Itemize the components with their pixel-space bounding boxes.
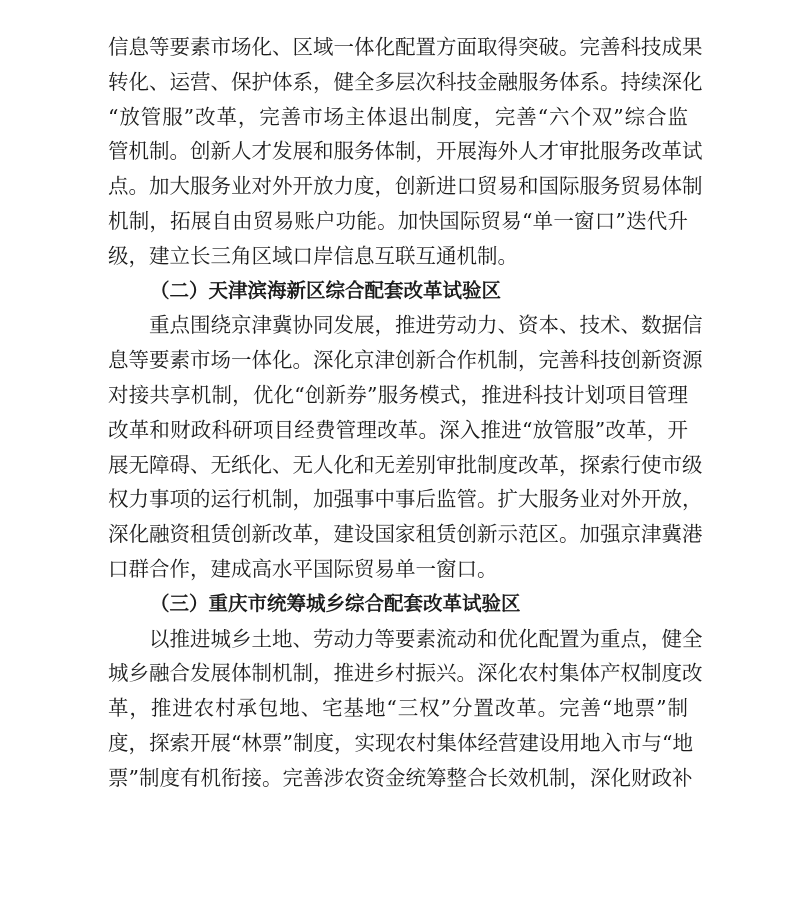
paragraph-line: 城乡融合发展体制机制，推进乡村振兴。深化农村集体产权制度改 [108,661,703,686]
paragraph-line: 权力事项的运行机制，加强事中事后监管。扩大服务业对外开放， [108,487,703,512]
document-page [108,30,703,796]
paragraph-line: 息等要素市场一体化。深化京津创新合作机制，完善科技创新资源 [108,348,703,373]
paragraph-line: 点。加大服务业对外开放力度，创新进口贸易和国际服务贸易体制 [108,174,703,199]
paragraph-line: “放管服”改革，完善市场主体退出制度，完善“六个双”综合监 [108,104,688,129]
paragraph-line: 对接共享机制，优化“创新券”服务模式，推进科技计划项目管理 [108,382,688,407]
paragraph-line: 度，探索开展“林票”制度，实现农村集体经营建设用地入市与“地 [108,730,693,755]
paragraph-line: 转化、运营、保护体系，健全多层次科技金融服务体系。持续深化 [108,69,703,94]
paragraph-line: 机制，拓展自由贸易账户功能。加快国际贸易“单一窗口”迭代升 [108,208,688,233]
paragraph-line: 革，推进农村承包地、宅基地“三权”分置改革。完善“地票”制 [108,696,688,721]
paragraph-line: 信息等要素市场化、区域一体化配置方面取得突破。完善科技成果 [108,35,703,59]
paragraph-line: 级，建立长三角区域口岸信息互联互通机制。 [108,243,518,268]
section-heading: （二）天津滨海新区综合配套改革试验区 [150,278,502,302]
paragraph-line: 口群合作，建成高水平国际贸易单一窗口。 [108,556,498,581]
paragraph-line: 管机制。创新人才发展和服务体制，开展海外人才审批服务改革试 [108,139,703,164]
paragraph-line: 深化融资租赁创新改革，建设国家租赁创新示范区。加强京津冀港 [108,522,703,547]
paragraph-line: 重点围绕京津冀协同发展，推进劳动力、资本、技术、数据信 [149,313,703,338]
section-heading: （三）重庆市统筹城乡综合配套改革试验区 [150,591,521,615]
paragraph-line: 改革和财政科研项目经费管理改革。深入推进“放管服”改革，开 [108,417,688,442]
paragraph-line: 票”制度有机衔接。完善涉农资金统筹整合长效机制，深化财政补 [108,765,693,790]
paragraph-line: 以推进城乡土地、劳动力等要素流动和优化配置为重点，健全 [149,626,703,651]
paragraph-line: 展无障碍、无纸化、无人化和无差别审批制度改革，探索行使市级 [108,452,703,477]
